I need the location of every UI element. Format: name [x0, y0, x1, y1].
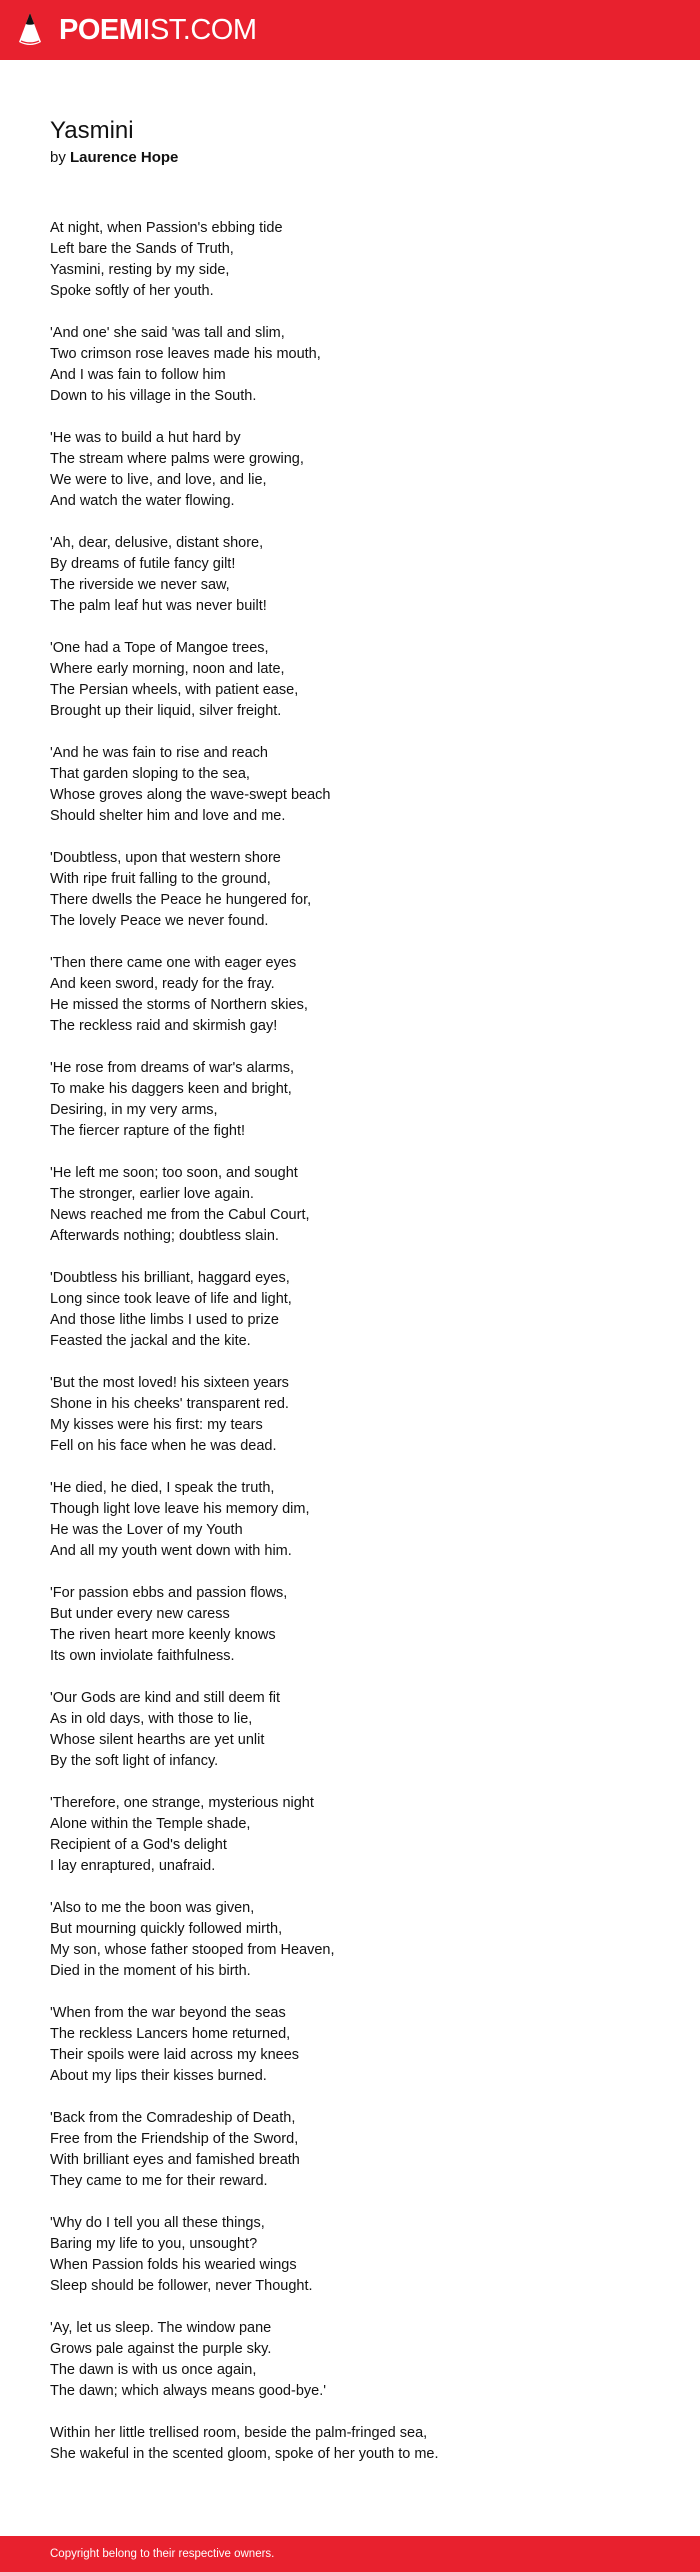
poem-line: The stream where palms were growing,: [50, 451, 304, 467]
poem-line: 'One had a Tope of Mangoe trees,: [50, 640, 269, 656]
poem-line: Should shelter him and love and me.: [50, 808, 286, 824]
site-logo[interactable]: [18, 12, 257, 48]
poem-line: 'And he was fain to rise and reach: [50, 745, 268, 761]
poem-line: Sleep should be follower, never Thought.: [50, 2278, 313, 2294]
stanza: [50, 428, 660, 512]
poem-line: The dawn is with us once again,: [50, 2362, 257, 2378]
poem-line: The riverside we never saw,: [50, 577, 230, 593]
poem-line: Desiring, in my very arms,: [50, 1102, 218, 1118]
poem-line: Though light love leave his memory dim,: [50, 1501, 310, 1517]
poem-line: With ripe fruit falling to the ground,: [50, 871, 271, 887]
poem-line: But mourning quickly followed mirth,: [50, 1921, 283, 1937]
poem-line: The palm leaf hut was never built!: [50, 598, 267, 614]
brand-name: [59, 12, 257, 48]
stanza: [50, 1373, 660, 1457]
poem-line: Long since took leave of life and light,: [50, 1291, 292, 1307]
poem-line: The lovely Peace we never found.: [50, 913, 269, 929]
by-label: by: [50, 149, 66, 166]
poem-line: Their spoils were laid across my knees: [50, 2047, 300, 2063]
poem-line: 'Why do I tell you all these things,: [50, 2215, 265, 2231]
poem-line: Alone within the Temple shade,: [50, 1816, 251, 1832]
poem-line: The reckless Lancers home returned,: [50, 2026, 291, 2042]
stanza: [50, 1898, 660, 1982]
poem-line: And all my youth went down with him.: [50, 1543, 292, 1559]
poem-line: 'For passion ebbs and passion flows,: [50, 1585, 288, 1601]
poem-line: Spoke softly of her youth.: [50, 283, 214, 299]
poem-line: The riven heart more keenly knows: [50, 1627, 276, 1643]
stanza: [50, 2108, 660, 2192]
poem-line: News reached me from the Cabul Court,: [50, 1207, 310, 1223]
stanza: [50, 638, 660, 722]
poem-line: There dwells the Peace he hungered for,: [50, 892, 312, 908]
poem-line: At night, when Passion's ebbing tide: [50, 220, 283, 236]
poem-line: 'He died, he died, I speak the truth,: [50, 1480, 275, 1496]
poem-line: And watch the water flowing.: [50, 493, 235, 509]
stanza: [50, 2003, 660, 2087]
poem-line: As in old days, with those to lie,: [50, 1711, 253, 1727]
poem-line: Grows pale against the purple sky.: [50, 2341, 272, 2357]
poem-line: And those lithe limbs I used to prize: [50, 1312, 279, 1328]
poem-line: He missed the storms of Northern skies,: [50, 997, 308, 1013]
stanza: [50, 1058, 660, 1142]
poem-line: The dawn; which always means good-bye.': [50, 2383, 326, 2399]
poem-line: About my lips their kisses burned.: [50, 2068, 267, 2084]
poem-line: 'Then there came one with eager eyes: [50, 955, 297, 971]
poem-line: 'Ay, let us sleep. The window pane: [50, 2320, 272, 2336]
brand-light: IST.COM: [142, 14, 257, 46]
poem-line: That garden sloping to the sea,: [50, 766, 250, 782]
poem-line: 'Also to me the boon was given,: [50, 1900, 255, 1916]
stanza: [50, 323, 660, 407]
stanza: [50, 218, 660, 302]
stanza: [50, 1478, 660, 1562]
poem-line: He was the Lover of my Youth: [50, 1522, 243, 1538]
pencil-icon: [18, 12, 42, 48]
poem-line: 'Doubtless his brilliant, haggard eyes,: [50, 1270, 290, 1286]
poem-line: We were to live, and love, and lie,: [50, 472, 267, 488]
poem-line: Fell on his face when he was dead.: [50, 1438, 277, 1454]
poem-line: The reckless raid and skirmish gay!: [50, 1018, 278, 1034]
poem-heading: [50, 116, 178, 168]
poem-line: Its own inviolate faithfulness.: [50, 1648, 235, 1664]
poem-line: 'But the most loved! his sixteen years: [50, 1375, 289, 1391]
poem-line: 'He left me soon; too soon, and sought: [50, 1165, 298, 1181]
poem-line: Down to his village in the South.: [50, 388, 257, 404]
poem-line: 'Our Gods are kind and still deem fit: [50, 1690, 281, 1706]
poem-line: Whose groves along the wave-swept beach: [50, 787, 331, 803]
stanza: [50, 743, 660, 827]
poem-body: [50, 218, 660, 2465]
poem-line: And keen sword, ready for the fray.: [50, 976, 275, 992]
stanza: [50, 2213, 660, 2297]
site-footer: [0, 2536, 700, 2572]
poem-line: Yasmini, resting by my side,: [50, 262, 230, 278]
copyright-notice: Copyright belong to their respective owners.: [50, 2548, 275, 2560]
stanza: [50, 1268, 660, 1352]
poem-line: Baring my life to you, unsought?: [50, 2236, 258, 2252]
stanza: [50, 533, 660, 617]
poem-line: Left bare the Sands of Truth,: [50, 241, 234, 257]
stanza: [50, 1688, 660, 1772]
poem-line: 'Ah, dear, delusive, distant shore,: [50, 535, 264, 551]
poem-line: By the soft light of infancy.: [50, 1753, 219, 1769]
stanza: [50, 1583, 660, 1667]
poem-line: When Passion folds his wearied wings: [50, 2257, 297, 2273]
poem-line: Shone in his cheeks' transparent red.: [50, 1396, 289, 1412]
poem-line: Died in the moment of his birth.: [50, 1963, 251, 1979]
poem-line: To make his daggers keen and bright,: [50, 1081, 292, 1097]
poem-line: 'Therefore, one strange, mysterious night: [50, 1795, 314, 1811]
stanza: [50, 1163, 660, 1247]
poem-line: Brought up their liquid, silver freight.: [50, 703, 282, 719]
poem-line: The Persian wheels, with patient ease,: [50, 682, 299, 698]
poem-line: 'He rose from dreams of war's alarms,: [50, 1060, 295, 1076]
byline: [50, 148, 178, 168]
poem-line: She wakeful in the scented gloom, spoke of her youth to me.: [50, 2446, 439, 2462]
stanza: [50, 953, 660, 1037]
poem-line: They came to me for their reward.: [50, 2173, 268, 2189]
poem-line: My kisses were his first: my tears: [50, 1417, 263, 1433]
poem-line: Within her little trellised room, beside the palm-fringed sea,: [50, 2425, 428, 2441]
poem-line: 'Back from the Comradeship of Death,: [50, 2110, 296, 2126]
poem-line: Feasted the jackal and the kite.: [50, 1333, 251, 1349]
stanza: [50, 848, 660, 932]
poem-line: Afterwards nothing; doubtless slain.: [50, 1228, 279, 1244]
poem-line: 'He was to build a hut hard by: [50, 430, 241, 446]
stanza: [50, 2318, 660, 2402]
poem-line: Where early morning, noon and late,: [50, 661, 285, 677]
poem-title: Yasmini: [50, 117, 134, 144]
poem-line: Free from the Friendship of the Sword,: [50, 2131, 299, 2147]
poem-line: The fiercer rapture of the fight!: [50, 1123, 246, 1139]
author-name[interactable]: Laurence Hope: [70, 149, 179, 166]
poem-line: And I was fain to follow him: [50, 367, 226, 383]
brand-bold: POEM: [59, 14, 143, 46]
poem-line: I lay enraptured, unafraid.: [50, 1858, 216, 1874]
poem-line: My son, whose father stooped from Heaven,: [50, 1942, 335, 1958]
poem-line: With brilliant eyes and famished breath: [50, 2152, 300, 2168]
poem-line: But under every new caress: [50, 1606, 230, 1622]
poem-line: By dreams of futile fancy gilt!: [50, 556, 236, 572]
site-header: [0, 0, 700, 60]
poem-line: 'And one' she said 'was tall and slim,: [50, 325, 285, 341]
poem-line: 'Doubtless, upon that western shore: [50, 850, 281, 866]
stanza: [50, 1793, 660, 1877]
poem-line: Recipient of a God's delight: [50, 1837, 227, 1853]
poem-line: Two crimson rose leaves made his mouth,: [50, 346, 321, 362]
stanza: [50, 2423, 660, 2465]
poem-line: Whose silent hearths are yet unlit: [50, 1732, 265, 1748]
poem-line: 'When from the war beyond the seas: [50, 2005, 286, 2021]
poem-line: The stronger, earlier love again.: [50, 1186, 254, 1202]
